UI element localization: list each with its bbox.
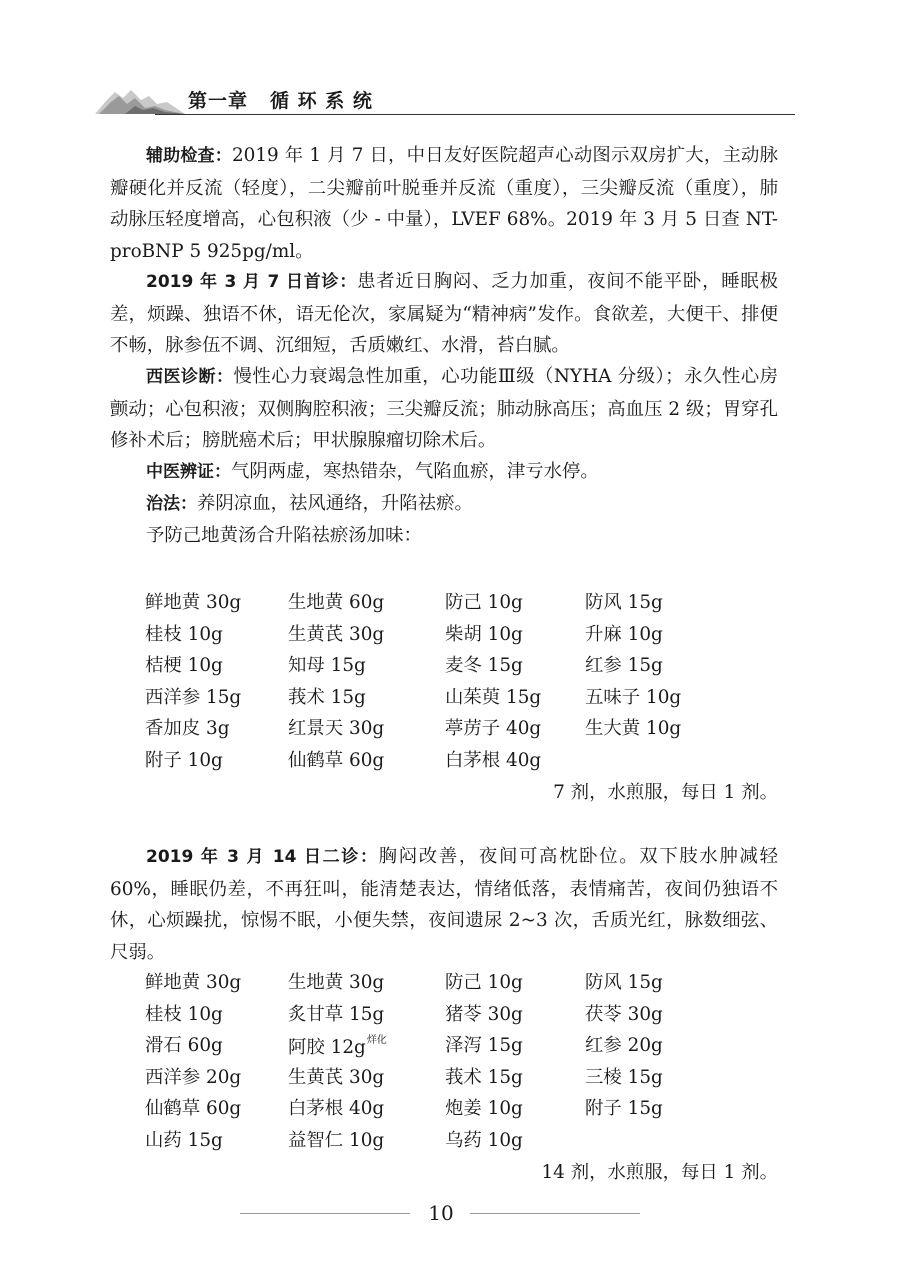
herb-name-dose: 山茱萸 15g	[445, 686, 542, 708]
herb-item	[145, 968, 241, 994]
herb-item	[145, 683, 241, 709]
herb-name-dose: 附子 15g	[585, 1098, 663, 1119]
footer-rule-right	[470, 1213, 640, 1214]
mountain-ornament-icon	[95, 78, 185, 118]
herb-name-dose: 生黄芪 30g	[288, 623, 385, 645]
herb-item	[145, 1094, 241, 1120]
first-visit-label: 2019 年 3 月 7 日首诊：	[146, 272, 358, 292]
header-rule	[155, 114, 795, 115]
second-visit-text: 胸闷改善，夜间可高枕卧位。双下肢水肿减轻 60%，睡眠仍差，不再狂叫，能清楚表达，情绪低落，表情痛苦，夜间仍独语不休，心烦躁扰，惊惕不眠，小便失禁，夜间遗尿 2~3 次，舌质光红，脉数细弦、尺弱。	[110, 846, 778, 963]
aux-exam-paragraph	[110, 140, 778, 267]
tcm-dx-text: 气阴两虚，寒热错杂，气陷血瘀，津亏水停。	[231, 461, 599, 482]
western-dx-paragraph	[110, 361, 778, 457]
herb-name-dose: 炙甘草 15g	[288, 1003, 385, 1025]
western-dx-text: 慢性心力衰竭急性加重，心功能Ⅲ级（NYHA 分级）；永久性心房颤动；心包积液；双侧胸腔积液；三尖瓣反流；肺动脉高压；高血压 2 级；胃穿孔修补术后；膀胱癌术后；甲状腺腺瘤切除术后。	[110, 366, 778, 451]
herb-name-dose: 西洋参 20g	[145, 1066, 242, 1088]
herb-item	[445, 620, 523, 646]
herb-name-dose: 仙鹤草 60g	[145, 1098, 242, 1119]
herb-item	[445, 683, 541, 709]
herb-item	[288, 968, 384, 994]
herb-name-dose: 生黄芪 30g	[288, 1066, 385, 1088]
herb-name-dose: 柴胡 10g	[445, 623, 523, 645]
chapter-number: 第一章	[188, 90, 249, 112]
prescription-2-note: 14 剂，水煎服，每日 1 剂。	[541, 1162, 778, 1183]
herb-name-dose: 白茅根 40g	[288, 1098, 385, 1119]
herb-name-dose: 桔梗 10g	[145, 655, 223, 676]
herb-item	[445, 1063, 523, 1089]
herb-item	[585, 1000, 663, 1026]
herb-name-dose: 防风 15g	[585, 592, 663, 613]
herb-item	[445, 1000, 523, 1026]
herb-item	[145, 746, 223, 772]
first-visit-text: 患者近日胸闷、乏力加重，夜间不能平卧，睡眠极差，烦躁、独语不休，语无伦次，家属疑为“精神病”发作。食欲差，大便干、排便不畅，脉参伍不调、沉细短，舌质嫩红、水滑，苔白腻。	[110, 271, 778, 356]
herb-item	[585, 588, 663, 614]
herb-name-dose: 益智仁 10g	[288, 1129, 385, 1151]
herb-item	[585, 620, 663, 646]
herb-name-dose: 五味子 10g	[585, 686, 682, 708]
treatment-label: 治法：	[146, 494, 197, 514]
herb-item	[145, 651, 223, 677]
herb-item	[288, 683, 366, 709]
herb-item	[145, 714, 230, 740]
herb-name-dose: 桂枝 10g	[145, 1003, 223, 1025]
herb-name-dose: 西洋参 15g	[145, 686, 242, 708]
herb-item	[145, 1031, 223, 1057]
footer-rule-left	[240, 1213, 410, 1214]
herb-name-dose: 鲜地黄 30g	[145, 592, 242, 613]
herb-name-dose: 升麻 10g	[585, 623, 663, 645]
herb-item	[445, 968, 523, 994]
herb-item	[145, 620, 223, 646]
herb-name-dose: 桂枝 10g	[145, 623, 223, 645]
herb-name-dose: 炮姜 10g	[445, 1098, 523, 1119]
herb-item	[445, 1094, 523, 1120]
herb-item	[585, 968, 663, 994]
herb-name-dose: 泽泻 15g	[445, 1035, 523, 1056]
herb-item	[288, 746, 384, 772]
herb-name-dose: 白茅根 40g	[445, 749, 542, 771]
herb-name-dose: 茯苓 30g	[585, 1003, 663, 1025]
herb-item	[445, 651, 523, 677]
herb-prep-note: 烊化	[366, 1035, 387, 1046]
herb-item	[288, 651, 366, 677]
herb-item	[288, 1063, 384, 1089]
herb-name-dose: 红景天 30g	[288, 718, 385, 739]
herb-name-dose: 阿胶 12g	[288, 1037, 366, 1058]
herb-name-dose: 乌药 10g	[445, 1129, 523, 1151]
herb-name-dose: 山药 15g	[145, 1129, 223, 1151]
tcm-dx-paragraph	[110, 456, 778, 489]
herb-item	[145, 1000, 223, 1026]
herb-name-dose: 生大黄 10g	[585, 718, 682, 739]
herb-name-dose: 生地黄 60g	[288, 592, 385, 613]
herb-item	[288, 1126, 384, 1152]
herb-item	[145, 1126, 223, 1152]
herb-name-dose: 红参 15g	[585, 655, 663, 676]
herb-name-dose: 猪苓 30g	[445, 1003, 523, 1025]
herb-name-dose: 葶苈子 40g	[445, 718, 542, 739]
herb-item	[288, 588, 384, 614]
page-number: 10	[428, 1201, 454, 1225]
herb-item	[585, 1094, 663, 1120]
herb-name-dose: 麦冬 15g	[445, 655, 523, 676]
second-visit-label: 2019 年 3 月 14 日二诊：	[146, 847, 379, 867]
treatment-text: 养阴凉血，祛风通络，升陷祛瘀。	[197, 493, 473, 514]
herb-item	[585, 683, 681, 709]
herb-item	[445, 1031, 523, 1057]
herb-name-dose: 鲜地黄 30g	[145, 972, 242, 993]
herb-name-dose: 仙鹤草 60g	[288, 749, 385, 771]
herb-item	[445, 588, 523, 614]
herb-name-dose: 莪术 15g	[288, 686, 366, 708]
herb-item	[445, 714, 541, 740]
page-footer	[0, 1198, 900, 1228]
herb-item	[145, 588, 241, 614]
herb-name-dose: 香加皮 3g	[145, 718, 230, 739]
chapter-title	[188, 86, 373, 113]
herb-item	[585, 1063, 663, 1089]
western-dx-label: 西医诊断：	[146, 367, 234, 387]
herb-item	[585, 651, 663, 677]
herb-name-dose: 附子 10g	[145, 749, 223, 771]
herb-name-dose: 滑石 60g	[145, 1035, 223, 1056]
first-visit-paragraph	[110, 266, 778, 362]
herb-item	[585, 714, 681, 740]
herb-name-dose: 防己 10g	[445, 592, 523, 613]
prescription-1-note: 7 剂，水煎服，每日 1 剂。	[553, 782, 778, 803]
herb-name-dose: 防己 10g	[445, 972, 523, 993]
herb-name-dose: 防风 15g	[585, 972, 663, 993]
herb-item	[585, 1031, 663, 1057]
herb-name-dose: 三棱 15g	[585, 1066, 663, 1088]
herb-item	[288, 1000, 384, 1026]
herb-item	[445, 1126, 523, 1152]
treatment-paragraph	[110, 488, 778, 521]
chapter-name: 循 环 系 统	[270, 90, 373, 112]
tcm-dx-label: 中医辨证：	[146, 462, 231, 482]
herb-name-dose: 知母 15g	[288, 655, 366, 676]
running-header	[95, 78, 795, 118]
herb-name-dose: 莪术 15g	[445, 1066, 523, 1088]
herb-item	[288, 1094, 384, 1120]
aux-exam-text: 2019 年 1 月 7 日，中日友好医院超声心动图示双房扩大，主动脉瓣硬化并反流（轻度），二尖瓣前叶脱垂并反流（重度），三尖瓣反流（重度），肺动脉压轻度增高，心包积液（少 - 中量），LVEF 68%。2019 年 3 月 5 日查 NT-proBNP 5 925pg/ml。	[110, 145, 778, 262]
herb-item	[288, 714, 384, 740]
herb-name-dose: 生地黄 30g	[288, 972, 385, 993]
prescription-intro: 予防己地黄汤合升陷祛瘀汤加味：	[146, 525, 422, 546]
second-visit-paragraph	[110, 841, 778, 968]
herb-item	[288, 620, 384, 646]
aux-exam-label: 辅助检查：	[146, 146, 232, 166]
herb-name-dose: 红参 20g	[585, 1035, 663, 1056]
herb-item	[445, 746, 541, 772]
herb-item	[145, 1063, 241, 1089]
herb-item	[288, 1031, 387, 1059]
